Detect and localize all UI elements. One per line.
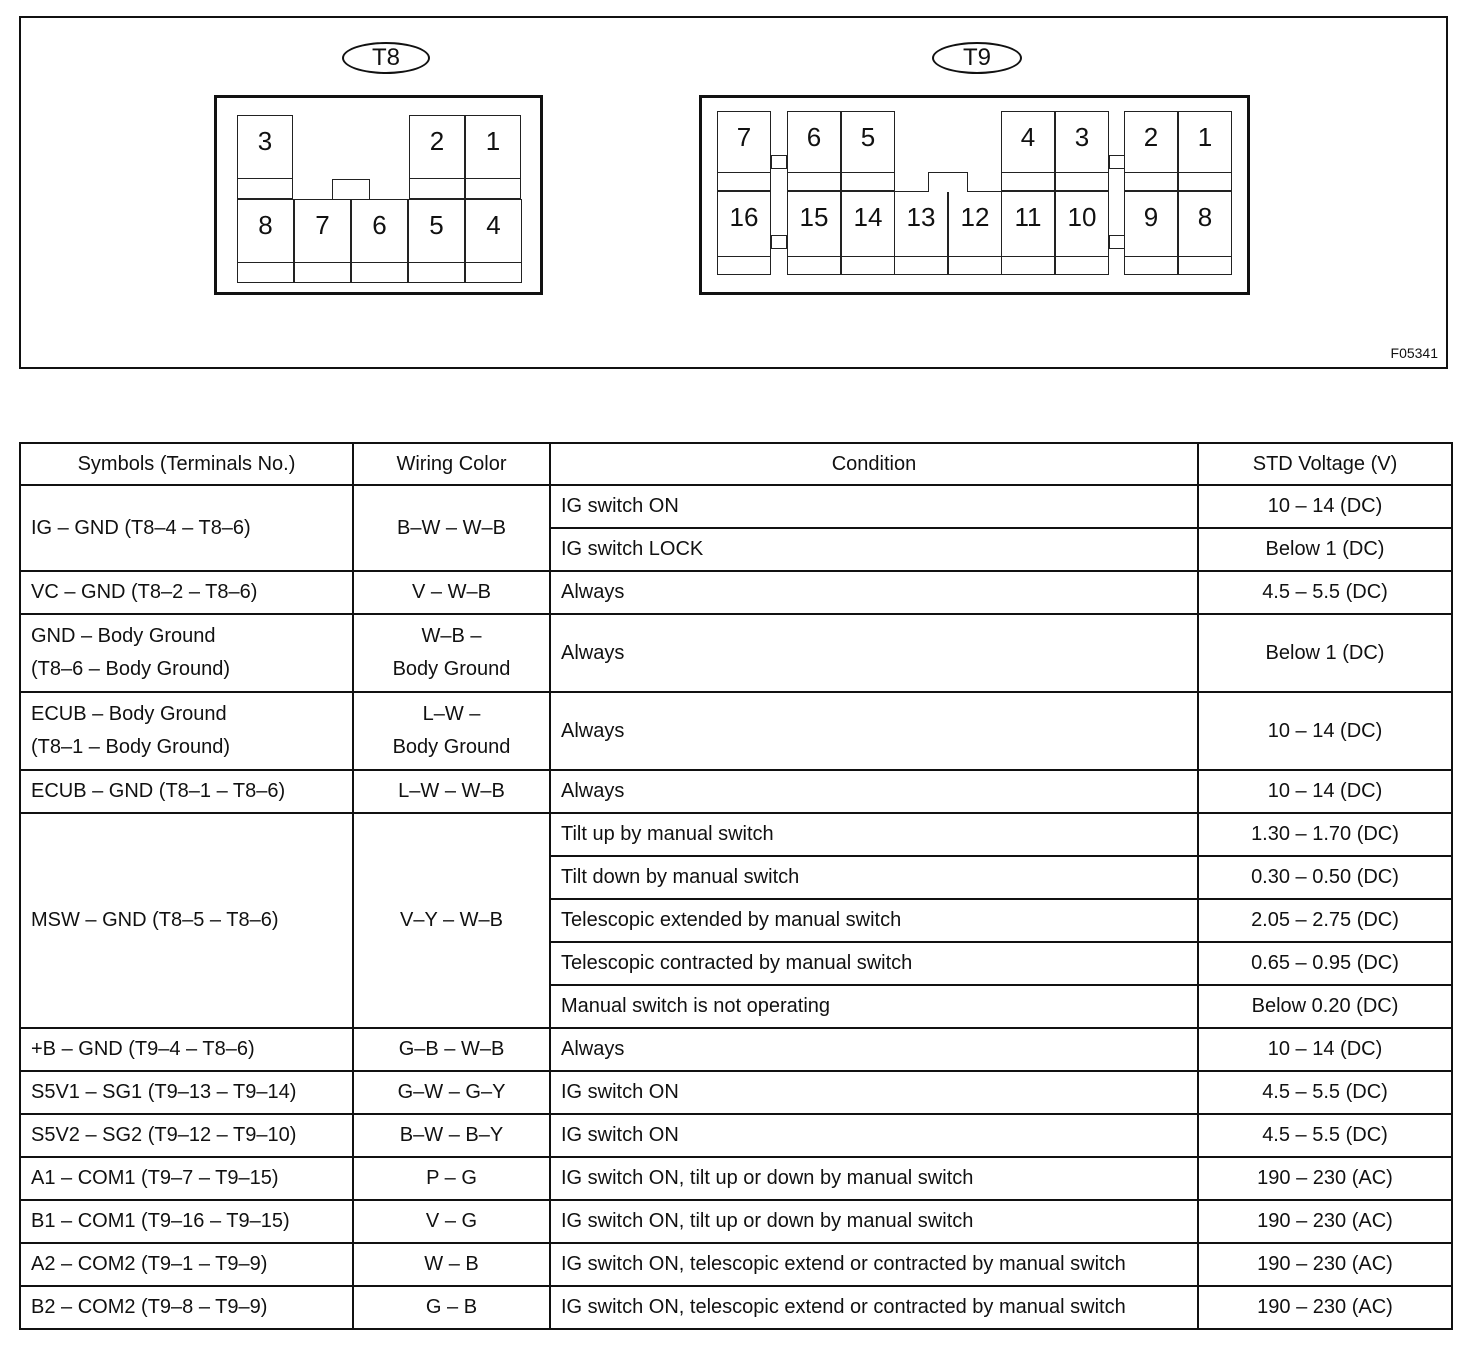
cell-line: S5V2 – SG2 (T9–12 – T9–10): [31, 1124, 297, 1146]
symbol-cell: [20, 692, 353, 770]
table-row: [20, 1200, 1452, 1243]
pin-lock-line: [1002, 256, 1054, 257]
std-voltage-cell: 2.05 – 2.75 (DC): [1198, 899, 1452, 942]
pin-lock-line: [1002, 172, 1054, 173]
symbol-cell: [20, 1028, 353, 1071]
pin-lock-line: [295, 262, 350, 263]
cell-line: (T8–1 – Body Ground): [31, 736, 230, 758]
pin-t9-top-1: [787, 111, 841, 191]
pin-t9-top-2: [841, 111, 895, 191]
cell-line: W–B –: [421, 625, 482, 647]
pin-lock-line: [895, 256, 947, 257]
pin-number: 2: [429, 126, 445, 156]
pin-t8-bottom-1: [294, 199, 351, 283]
pin-number: 1: [1197, 122, 1213, 152]
pin-number: 8: [258, 210, 273, 240]
pin-t9-bottom-8: [1178, 191, 1232, 275]
condition-cell: IG switch ON, telescopic extend or contracted by manual switch: [550, 1243, 1198, 1286]
condition-cell: Always: [550, 1028, 1198, 1071]
cell-line: A2 – COM2 (T9–1 – T9–9): [31, 1253, 268, 1275]
condition-cell: IG switch LOCK: [550, 528, 1198, 571]
table-row: [20, 485, 1452, 528]
condition-cell: Always: [550, 571, 1198, 614]
condition-cell: IG switch ON: [550, 1071, 1198, 1114]
std-voltage-cell: 0.65 – 0.95 (DC): [1198, 942, 1452, 985]
wiring-color-cell: [353, 1028, 550, 1071]
pin-lock-line: [788, 172, 840, 173]
cell-line: B2 – COM2 (T9–8 – T9–9): [31, 1296, 268, 1318]
std-voltage-cell: Below 1 (DC): [1198, 614, 1452, 692]
pin-lock-line: [1125, 172, 1177, 173]
pin-t9-top-3: [1001, 111, 1055, 191]
cell-line: S5V1 – SG1 (T9–13 – T9–14): [31, 1081, 297, 1103]
voltage-table: [19, 442, 1453, 1330]
table-row: [20, 1071, 1452, 1114]
std-voltage-cell: 190 – 230 (AC): [1198, 1243, 1452, 1286]
table-row: [20, 614, 1452, 692]
std-voltage-cell: 190 – 230 (AC): [1198, 1286, 1452, 1329]
std-voltage-cell: 190 – 230 (AC): [1198, 1200, 1452, 1243]
cell-line: L–W – W–B: [398, 780, 505, 802]
condition-cell: Manual switch is not operating: [550, 985, 1198, 1028]
condition-cell: IG switch ON, tilt up or down by manual switch: [550, 1200, 1198, 1243]
pin-t8-top-0: [237, 115, 293, 199]
cell-line: ECUB – GND (T8–1 – T8–6): [31, 780, 286, 802]
pin-t9-bottom-3: [894, 191, 948, 275]
cell-line: +B – GND (T9–4 – T8–6): [31, 1038, 255, 1060]
pin-lock-line: [718, 172, 770, 173]
t8-label: T8: [342, 42, 430, 74]
pin-number: 3: [257, 126, 273, 156]
symbol-cell: [20, 1071, 353, 1114]
pin-lock-line: [238, 178, 292, 179]
pin-t9-bottom-6: [1055, 191, 1109, 275]
connector-latch-3: [1109, 235, 1125, 249]
pin-number: 16: [729, 202, 759, 232]
std-voltage-cell: Below 1 (DC): [1198, 528, 1452, 571]
cell-line: L–W –: [422, 703, 481, 725]
pin-number: 12: [960, 202, 990, 232]
pin-t8-bottom-3: [408, 199, 465, 283]
std-voltage-cell: 10 – 14 (DC): [1198, 770, 1452, 813]
pin-number: 13: [906, 202, 936, 232]
cell-line: (T8–6 – Body Ground): [31, 658, 230, 680]
symbol-cell: [20, 485, 353, 571]
condition-cell: Telescopic contracted by manual switch: [550, 942, 1198, 985]
pin-t8-top-2: [465, 115, 521, 199]
symbol-cell: [20, 571, 353, 614]
wiring-color-cell: [353, 571, 550, 614]
condition-cell: Always: [550, 692, 1198, 770]
pin-lock-line: [466, 262, 521, 263]
pin-t8-bottom-2: [351, 199, 408, 283]
wiring-color-cell: [353, 770, 550, 813]
cell-line: A1 – COM1 (T9–7 – T9–15): [31, 1167, 279, 1189]
pin-lock-line: [1179, 172, 1231, 173]
connector-t9: [699, 95, 1250, 295]
pin-lock-line: [238, 262, 293, 263]
pin-lock-line: [1125, 256, 1177, 257]
symbol-cell: [20, 1200, 353, 1243]
cell-line: VC – GND (T8–2 – T8–6): [31, 581, 258, 603]
pin-t9-bottom-5: [1001, 191, 1055, 275]
pin-t9-top-4: [1055, 111, 1109, 191]
condition-cell: Tilt up by manual switch: [550, 813, 1198, 856]
symbol-cell: [20, 1114, 353, 1157]
wiring-color-cell: [353, 692, 550, 770]
symbol-cell: [20, 813, 353, 1028]
cell-line: GND – Body Ground: [31, 625, 216, 647]
cell-line: G – B: [425, 1296, 478, 1318]
condition-cell: IG switch ON: [550, 485, 1198, 528]
connector-latch-2: [1109, 155, 1125, 169]
pin-t8-bottom-0: [237, 199, 294, 283]
pin-number: 15: [799, 202, 829, 232]
pin-t9-top-6: [1178, 111, 1232, 191]
pin-t9-top-5: [1124, 111, 1178, 191]
pin-number: 8: [1197, 202, 1213, 232]
table-row: [20, 1157, 1452, 1200]
cell-line: G–W – G–Y: [397, 1081, 506, 1103]
pin-lock-line: [949, 256, 1001, 257]
wiring-color-cell: [353, 1200, 550, 1243]
pin-lock-line: [1056, 172, 1108, 173]
connector-t8: [214, 95, 543, 295]
cell-line: Body Ground: [392, 736, 511, 758]
pin-t9-bottom-1: [787, 191, 841, 275]
wiring-color-cell: [353, 1114, 550, 1157]
cell-line: Body Ground: [392, 658, 511, 680]
cell-line: V – G: [425, 1210, 478, 1232]
pin-number: 3: [1074, 122, 1090, 152]
header-symbols: Symbols (Terminals No.): [20, 443, 353, 485]
pin-lock-line: [842, 256, 894, 257]
wiring-color-cell: [353, 1286, 550, 1329]
condition-cell: Always: [550, 770, 1198, 813]
connector-key: [332, 179, 370, 199]
std-voltage-cell: 10 – 14 (DC): [1198, 692, 1452, 770]
table-row: [20, 813, 1452, 856]
pin-number: 6: [372, 210, 387, 240]
cell-line: B1 – COM1 (T9–16 – T9–15): [31, 1210, 290, 1232]
pin-number: 5: [429, 210, 444, 240]
std-voltage-cell: 10 – 14 (DC): [1198, 485, 1452, 528]
condition-cell: Always: [550, 614, 1198, 692]
table-row: [20, 571, 1452, 614]
pin-number: 4: [1020, 122, 1036, 152]
condition-cell: IG switch ON: [550, 1114, 1198, 1157]
cell-line: V–Y – W–B: [399, 909, 504, 931]
table-row: [20, 1028, 1452, 1071]
pin-lock-line: [352, 262, 407, 263]
std-voltage-cell: 1.30 – 1.70 (DC): [1198, 813, 1452, 856]
std-voltage-cell: 190 – 230 (AC): [1198, 1157, 1452, 1200]
pin-number: 7: [736, 122, 752, 152]
table-row: [20, 770, 1452, 813]
cell-line: P – G: [426, 1167, 477, 1189]
cell-line: MSW – GND (T8–5 – T8–6): [31, 909, 279, 931]
pin-lock-line: [409, 262, 464, 263]
cell-line: V – W–B: [412, 581, 491, 603]
condition-cell: Telescopic extended by manual switch: [550, 899, 1198, 942]
pin-t9-bottom-2: [841, 191, 895, 275]
cell-line: ECUB – Body Ground: [31, 703, 227, 725]
wiring-color-cell: [353, 485, 550, 571]
cell-line: G–B – W–B: [398, 1038, 505, 1060]
header-std-voltage: STD Voltage (V): [1198, 443, 1452, 485]
symbol-cell: [20, 770, 353, 813]
wiring-color-cell: [353, 813, 550, 1028]
cell-line: B–W – W–B: [397, 516, 506, 539]
table-row: [20, 1243, 1452, 1286]
pin-lock-line: [1056, 256, 1108, 257]
condition-cell: IG switch ON, telescopic extend or contracted by manual switch: [550, 1286, 1198, 1329]
pin-t9-bottom-0: [717, 191, 771, 275]
symbol-cell: [20, 614, 353, 692]
pin-t9-top-0: [717, 111, 771, 191]
symbol-cell: [20, 1286, 353, 1329]
pin-number: 11: [1014, 202, 1042, 232]
symbol-cell: [20, 1157, 353, 1200]
std-voltage-cell: 4.5 – 5.5 (DC): [1198, 571, 1452, 614]
pin-t9-bottom-4: [948, 191, 1002, 275]
pin-number: 9: [1143, 202, 1159, 232]
header-condition: Condition: [550, 443, 1198, 485]
table-header-row: [20, 443, 1452, 485]
std-voltage-cell: 4.5 – 5.5 (DC): [1198, 1114, 1452, 1157]
symbol-cell: [20, 1243, 353, 1286]
pin-lock-line: [718, 256, 770, 257]
pin-number: 4: [486, 210, 501, 240]
pin-lock-line: [842, 172, 894, 173]
pin-number: 1: [485, 126, 501, 156]
pin-t8-top-1: [409, 115, 465, 199]
connector-key: [928, 172, 968, 192]
figure-id: F05341: [1390, 345, 1438, 361]
header-wiring-color: Wiring Color: [353, 443, 550, 485]
connector-latch-1: [771, 235, 787, 249]
cell-line: B–W – B–Y: [399, 1124, 504, 1146]
pin-lock-line: [1179, 256, 1231, 257]
pin-t8-bottom-4: [465, 199, 522, 283]
cell-line: W – B: [424, 1253, 479, 1275]
pin-number: 7: [315, 210, 330, 240]
std-voltage-cell: 4.5 – 5.5 (DC): [1198, 1071, 1452, 1114]
wiring-color-cell: [353, 1157, 550, 1200]
table-row: [20, 1114, 1452, 1157]
std-voltage-cell: 0.30 – 0.50 (DC): [1198, 856, 1452, 899]
condition-cell: IG switch ON, tilt up or down by manual switch: [550, 1157, 1198, 1200]
pin-number: 10: [1067, 202, 1097, 232]
connector-latch-0: [771, 155, 787, 169]
wiring-color-cell: [353, 1243, 550, 1286]
cell-line: IG – GND (T8–4 – T8–6): [31, 516, 251, 539]
pin-lock-line: [466, 178, 520, 179]
pin-number: 5: [860, 122, 876, 152]
wiring-color-cell: [353, 1071, 550, 1114]
t9-label: T9: [932, 42, 1022, 74]
pin-number: 6: [806, 122, 822, 152]
pin-number: 14: [853, 202, 883, 232]
std-voltage-cell: Below 0.20 (DC): [1198, 985, 1452, 1028]
pin-t9-bottom-7: [1124, 191, 1178, 275]
pin-lock-line: [410, 178, 464, 179]
condition-cell: Tilt down by manual switch: [550, 856, 1198, 899]
pin-lock-line: [788, 256, 840, 257]
table-row: [20, 692, 1452, 770]
std-voltage-cell: 10 – 14 (DC): [1198, 1028, 1452, 1071]
pin-number: 2: [1143, 122, 1159, 152]
table-row: [20, 1286, 1452, 1329]
wiring-color-cell: [353, 614, 550, 692]
